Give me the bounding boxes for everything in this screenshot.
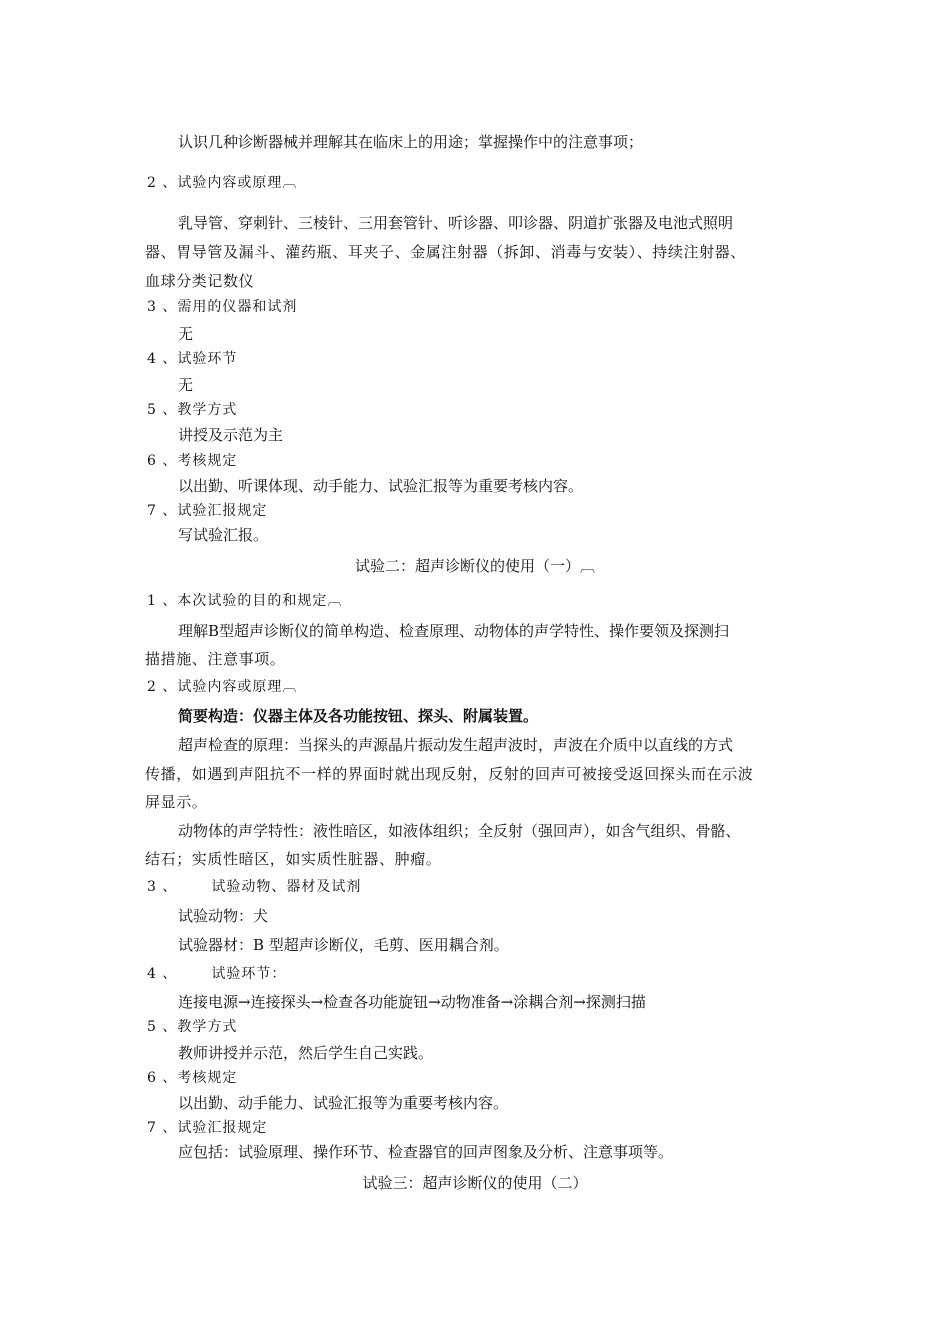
- report-text: 写试验汇报。: [178, 526, 269, 544]
- reagents-text: 无: [178, 325, 194, 343]
- experiment-2-title: 试验二：超声诊断仪的使用（一）︹: [354, 557, 595, 575]
- section-heading-animals: [147, 876, 361, 898]
- section-number-3: 3 、: [147, 879, 178, 895]
- principle-line-1: 超声检查的原理：当探头的声源晶片振动发生超声波时，声波在介质中以直线的方式: [178, 736, 734, 754]
- section-title-3: 试验动物、器材及试剂: [211, 879, 362, 895]
- section-heading-content: 2 、试验内容或原理︹: [147, 175, 298, 191]
- animal-text: 试验动物：犬: [178, 907, 269, 925]
- section-heading-purpose: 1 、本次试验的目的和规定︹: [147, 593, 343, 609]
- experiment-3-title: 试验三：超声诊断仪的使用（二）: [362, 1174, 588, 1192]
- procedure-text: 连接电源→连接探头→检查各功能旋钮→动物准备→涂耦合剂→探测扫描: [178, 993, 646, 1011]
- instrument-list-line-2: 器、胃导管及漏斗、灌药瓶、耳夹子、金属注射器（拆卸、消毒与安装）、持续注射器、: [145, 243, 746, 261]
- section-heading-steps-2: [147, 963, 286, 985]
- section-heading-content-2: 2 、试验内容或原理︹: [147, 679, 298, 695]
- assessment-text: 以出勤、听课体现、动手能力、试验汇报等为重要考核内容。: [178, 477, 584, 495]
- section-title-4: 试验环节：: [211, 966, 287, 982]
- steps-text: 无: [178, 376, 194, 394]
- section-heading-teaching-2: 5 、教学方式: [147, 1019, 238, 1035]
- objective-text: 认识几种诊断器械并理解其在临床上的用途；掌握操作中的注意事项；: [178, 133, 644, 151]
- section-number-4: 4 、: [147, 966, 178, 982]
- purpose-text-line-2: 描措施、注意事项。: [145, 650, 286, 668]
- principle-line-3: 屏显示。: [145, 793, 208, 811]
- section-heading-reagents: 3 、需用的仪器和试剂: [147, 299, 298, 315]
- purpose-text-line-1: 理解B型超声诊断仪的简单构造、检查原理、动物体的声学特性、操作要领及探测扫: [178, 622, 730, 640]
- report-text-2: 应包括：试验原理、操作环节、检查器官的回声图象及分析、注意事项等。: [178, 1143, 674, 1161]
- instrument-list-line-1: 乳导管、穿刺针、三棱针、三用套管针、听诊器、叩诊器、阴道扩张器及电池式照明: [178, 214, 734, 232]
- section-heading-report-2: 7 、试验汇报规定: [147, 1120, 268, 1136]
- section-heading-assessment-2: 6 、考核规定: [147, 1070, 238, 1086]
- equipment-text: 试验器材：B 型超声诊断仪，毛剪、医用耦合剂。: [178, 936, 509, 954]
- instrument-list-line-3: 血球分类记数仪: [145, 272, 255, 290]
- assessment-text-2: 以出勤、动手能力、试验汇报等为重要考核内容。: [178, 1094, 509, 1112]
- teaching-text: 讲授及示范为主: [178, 426, 284, 444]
- section-heading-teaching: 5 、教学方式: [147, 402, 238, 418]
- structure-text: 简要构造：仪器主体及各功能按钮、探头、附属装置。: [178, 707, 539, 725]
- acoustic-line-1: 动物体的声学特性：液性暗区，如液体组织；全反射（强回声），如含气组织、骨骼、: [178, 822, 741, 840]
- section-heading-assessment: 6 、考核规定: [147, 453, 238, 469]
- section-heading-steps: 4 、试验环节: [147, 351, 238, 367]
- teaching-text-2: 教师讲授并示范，然后学生自己实践。: [178, 1044, 434, 1062]
- principle-line-2: 传播，如遇到声阻抗不一样的界面时就出现反射，反射的回声可被接受返回探头而在示波: [145, 765, 754, 783]
- section-heading-report: 7 、试验汇报规定: [147, 503, 268, 519]
- acoustic-line-2: 结石；实质性暗区，如实质性脏器、肿瘤。: [145, 850, 442, 868]
